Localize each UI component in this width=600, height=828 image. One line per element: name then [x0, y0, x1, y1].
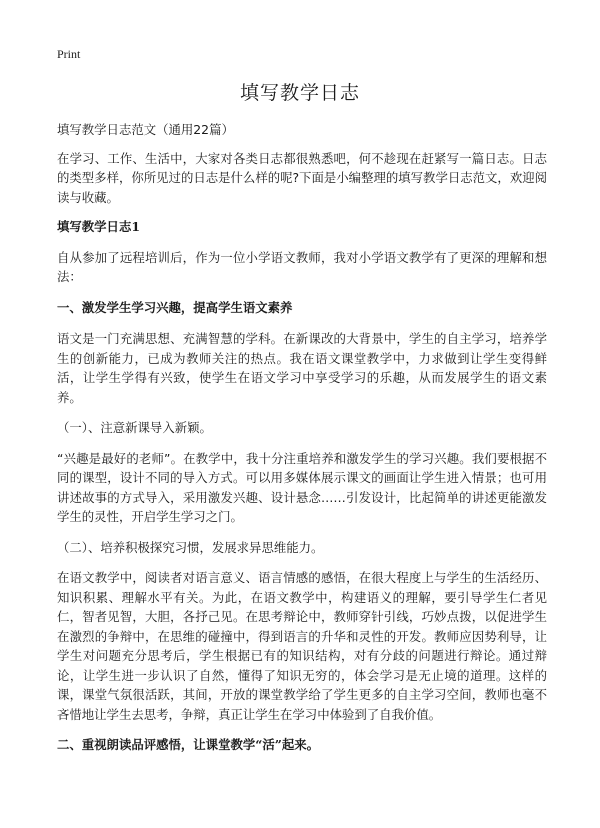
interest-paragraph: 语文是一门充满思想、充满智慧的学科。在新课改的大背景中，学生的自主学习，培养学生的创新能力，已成为教师关注的热点。我在语文课堂教学中，力求做到让学生变得鲜活，让学生学得有兴致，使学生在语文学习中享受学习的乐趣，从而发展学生的语文素养。 [57, 331, 547, 405]
intro-paragraph: 在学习、工作、生活中，大家对各类日志都很熟悉吧，何不趁现在赶紧写一篇日志。日志的类型多样，你所见过的日志是什么样的呢?下面是小编整理的填写教学日志范文，欢迎阅读与收藏。 [57, 150, 547, 205]
page-title: 填写教学日志 [239, 82, 360, 104]
subheading-new-lesson: （一）、注意新课导入新颖。 [57, 420, 212, 435]
heading-interest: 一、激发学生学习兴趣，提高学生语文素养 [57, 299, 293, 315]
print-link[interactable]: Print [57, 47, 81, 61]
document-body [57, 120, 547, 755]
heading-reading: 二、重视朗读品评感悟，让课堂教学“活”起来。 [57, 737, 320, 752]
subheading-inquiry: （二）、培养积极探究习惯，发展求异思维能力。 [57, 539, 324, 555]
section-intro-paragraph: 自从参加了远程培训后，作为一位小学语文教师，我对小学语文教学有了更深的理解和想法： [57, 249, 547, 284]
new-lesson-paragraph: “兴趣是最好的老师”。在教学中，我十分注重培养和激发学生的学习兴趣。我们要根据不同的课型，设计不同的导入方式。可以用多媒体展示课文的画面让学生进入情景；也可用讲述故事的方式导入，采用激发兴趣、设计悬念……引发设计，比起简单的讲述更能激发学生的灵性，开启学生学习之门。 [57, 450, 547, 524]
inquiry-paragraph: 在语文教学中，阅读者对语言意义、语言情感的感悟，在很大程度上与学生的生活经历、知识积累、理解水平有关。为此，在语文教学中，构建语义的理解，要引导学生仁者见仁，智者见智，大胆，各抒己见。在思考辩论中，教师穿针引线，巧妙点拨，以促进学生在激烈的争辩中，在思维的碰撞中，得到语言的升华和灵性的开发。教师应因势利导，让学生对问题充分思考后，学生根据已有的知识结构，对有分歧的问题进行辩论。通过辩论，让学生进一步认识了自然，懂得了知识无穷的，体会学习是无止境的道理。这样的课，课堂气氛很活跃，其间，开放的课堂教学给了学生更多的自主学习空间，教师也毫不吝惜地让学生去思考，争辩，真正让学生在学习中体验到了自我价值。 [57, 570, 547, 722]
section-title: 填写教学日志1 [57, 219, 140, 234]
document-subtitle: 填写教学日志范文（通用22篇） [57, 122, 234, 137]
